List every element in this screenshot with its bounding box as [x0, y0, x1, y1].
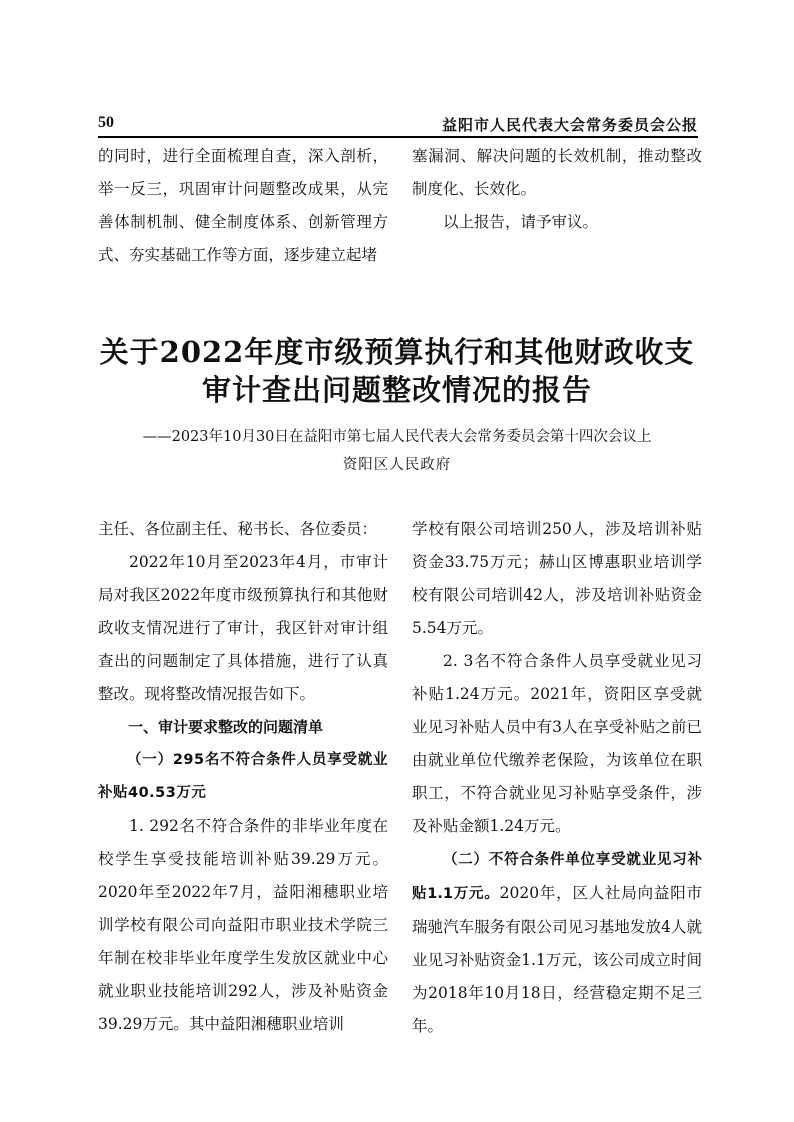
- item-1-paragraph: [98, 810, 388, 1041]
- journal-title: 益阳市人民代表大会常务委员会公报: [441, 116, 698, 134]
- report-body-left-column: [98, 513, 388, 1041]
- item-2-paragraph: [412, 645, 702, 843]
- section-heading-1: 一、审计要求整改的问题清单: [128, 718, 324, 736]
- report-subtitle: ——2023年10月30日在益阳市第七届人民代表大会常务委员会第十四次会议上: [142, 429, 652, 445]
- previous-article-closing: 以上报告，请予审议。: [443, 213, 599, 231]
- report-author: 资阳区人民政府: [342, 457, 452, 473]
- subsection-2-paragraph: [412, 843, 702, 1043]
- report-body-right-column: [412, 513, 702, 1043]
- report-title: [0, 333, 794, 409]
- item-1-continued: 学校有限公司培训250人，涉及培训补贴资金33.75万元；赫山区博惠职业培训学校有限公司培训42人，涉及培训补贴资金5.54万元。: [412, 520, 702, 637]
- salutation: 主任、各位副主任、秘书长、各位委员：: [98, 520, 378, 538]
- report-title-line-1: 关于2022年度市级预算执行和其他财政收支: [99, 335, 695, 369]
- previous-article-left-column: [98, 140, 388, 272]
- page-number: 50: [98, 114, 114, 131]
- previous-article-text: 的同时，进行全面梳理自查，深入剖析，举一反三，巩固审计问题整改成果，从完善体制机制、健全制度体系、创新管理方式、夯实基础工作等方面，逐步建立起堵: [98, 147, 388, 264]
- previous-article-text-cont: 塞漏洞、解决问题的长效机制，推动整改制度化、长效化。: [412, 147, 702, 198]
- subsection-2-body: 2020年，区人社局向益阳市瑞驰汽车服务有限公司见习基地发放4人就业见习补贴资金1.1万元，该公司成立时间为2018年10月18日，经营稳定期不足三年。: [412, 884, 702, 1035]
- intro-paragraph: 2022年10月至2023年4月，市审计局对我区2022年度市级预算执行和其他财政收支情况进行了审计，我区针对审计组查出的问题制定了具体措施，进行了认真整改。现将整改情况报告如下。: [98, 553, 388, 703]
- page-header: [98, 112, 698, 138]
- subsection-heading-2: （二）不符合条件单位享受就业见习补贴1.1万元。: [412, 852, 702, 902]
- subsection-heading-1: （一）295名不符合条件人员享受就业补贴40.53万元: [98, 752, 388, 801]
- item-1-body: 2020年至2022年7月，益阳湘穗职业培训学校有限公司向益阳市职业技术学院三年制在校非毕业年度学生发放区就业中心就业职业技能培训292人，涉及补贴资金39.29万元。其中益阳湘穗职业培训: [98, 883, 388, 1033]
- report-title-line-2: 审计查出问题整改情况的报告: [201, 373, 592, 407]
- item-2-lead: 2. 3名不符合条件人员享受就业见习补贴1.24万元。: [412, 652, 702, 703]
- previous-article-right-column: [412, 140, 702, 239]
- item-2-body: 2021年，资阳区享受就业见习补贴人员中有3人在享受补贴之前已由就业单位代缴养老保险，为该单位在职职工，不符合就业见习补贴享受条件，涉及补贴金额1.24万元。: [412, 685, 703, 835]
- item-1-lead: 1. 292名不符合条件的非毕业年度在校学生享受技能培训补贴39.29万元。: [98, 817, 388, 868]
